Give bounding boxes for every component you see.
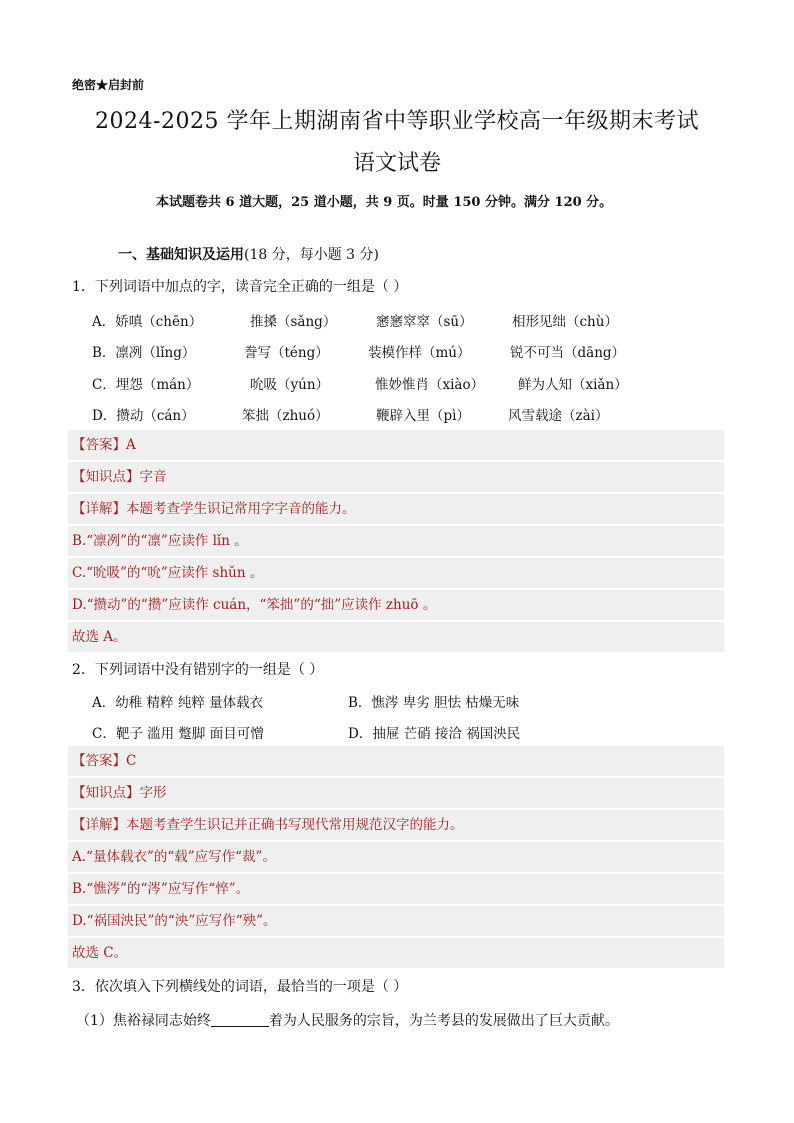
q1-option-b-3: 装模作样（mú）: [368, 345, 471, 361]
q1-option-c-2: 吮吸（yún）: [250, 377, 330, 393]
q1-explain-d: D.“攒动”的“攒”应读作 cuán，“笨拙”的“拙”应读作 zhuō 。: [68, 590, 724, 622]
q1-answer-block: [68, 430, 724, 654]
q1-option-a-2: 推搡（sǎng）: [250, 314, 337, 330]
q2-answer-block: [68, 746, 724, 970]
answer-value: C: [126, 753, 137, 769]
q2-answer: [68, 746, 724, 778]
q1-conclusion: 故选 A。: [68, 622, 724, 654]
q1-option-c-3: 惟妙惟肖（xiào）: [375, 377, 485, 393]
knowledge-tag: 【知识点】: [72, 785, 140, 801]
q1-explain-b: B.“凛冽”的“凛”应读作 lǐn 。: [68, 526, 724, 558]
section-label: 一、基础知识及运用: [118, 247, 244, 263]
q2-conclusion: 故选 C。: [68, 938, 724, 970]
q2-option-a: A．幼稚 精粹 纯粹 量体载衣: [92, 695, 264, 711]
knowledge-value: 字形: [139, 785, 167, 801]
q1-option-d-3: 鞭辟入里（pì）: [376, 408, 470, 424]
q2-option-d: D．抽屉 芒硝 接洽 祸国泱民: [348, 726, 521, 742]
q1-option-a-3: 窸窸窣窣（sū）: [376, 314, 473, 330]
exam-intro: 本试题卷共 6 道大题，25 道小题，共 9 页。时量 150 分钟。满分 120 分。: [156, 195, 613, 210]
q1-detail: [68, 494, 724, 526]
q1-option-b-2: 誊写（téng）: [244, 345, 329, 361]
q1-option-d-4: 风雪载途（zài）: [508, 408, 609, 424]
q3-sub-1-suffix: 着为人民服务的宗旨，为兰考县的发展做出了巨大贡献。: [268, 1013, 619, 1029]
q2-option-c: C．靶子 滥用 蹩脚 面目可憎: [92, 726, 264, 742]
detail-value: 本题考查学生识记并正确书写现代常用规范汉字的能力。: [126, 817, 464, 833]
q3-sub-1-prefix: （1）焦裕禄同志始终: [76, 1013, 211, 1029]
q1-option-d-2: 笨拙（zhuó）: [242, 408, 329, 424]
detail-tag: 【详解】: [72, 817, 126, 833]
section-score: (18 分，每小题 3 分): [244, 247, 379, 263]
q1-option-d-1: D．攒动（cán）: [92, 408, 195, 424]
section-heading: [118, 244, 379, 264]
detail-tag: 【详解】: [72, 501, 126, 517]
exam-subtitle: 语文试卷: [352, 151, 441, 176]
q1-option-c-1: C．埋怨（mán）: [92, 377, 200, 393]
answer-value: A: [126, 437, 136, 453]
q1-knowledge: [68, 462, 724, 494]
q1-option-a-1: A．娇嗔（chēn）: [92, 314, 203, 330]
q3-sub-1: [76, 1010, 619, 1030]
exam-title: 2024-2025 学年上期湖南省中等职业学校高一年级期末考试: [95, 109, 699, 134]
q1-option-a-4: 相形见绌（chù）: [512, 314, 618, 330]
detail-value: 本题考查学生识记常用字字音的能力。: [126, 501, 356, 517]
question-3-stem: 3．依次填入下列横线处的词语，最恰当的一项是（ ）: [72, 979, 408, 995]
q2-option-b: B．憔涔 卑劣 胆怯 枯燥无味: [348, 695, 520, 711]
knowledge-tag: 【知识点】: [72, 469, 140, 485]
answer-tag: 【答案】: [72, 437, 126, 453]
q2-detail: [68, 810, 724, 842]
q3-sub-1-blank: [211, 1012, 269, 1027]
answer-tag: 【答案】: [72, 753, 126, 769]
knowledge-value: 字音: [139, 469, 167, 485]
q2-explain-b: B.“憔涔”的“涔”应写作“悴”。: [68, 874, 724, 906]
q2-knowledge: [68, 778, 724, 810]
question-1-stem: 1．下列词语中加点的字，读音完全正确的一组是（ ）: [72, 279, 408, 295]
q1-option-b-1: B．凛冽（lǐng）: [92, 345, 196, 361]
question-2-stem: 2．下列词语中没有错别字的一组是（ ）: [72, 662, 324, 678]
q1-option-c-4: 鲜为人知（xiǎn）: [518, 377, 628, 393]
q2-explain-d: D.“祸国泱民”的“泱”应写作“殃”。: [68, 906, 724, 938]
secret-label: 绝密★启封前: [72, 78, 145, 92]
q1-explain-c: C.“吮吸”的“吮”应读作 shǔn 。: [68, 558, 724, 590]
q1-answer: [68, 430, 724, 462]
q1-option-b-4: 锐不可当（dāng）: [510, 345, 626, 361]
q2-explain-a: A.“量体载衣”的“载”应写作“裁”。: [68, 842, 724, 874]
